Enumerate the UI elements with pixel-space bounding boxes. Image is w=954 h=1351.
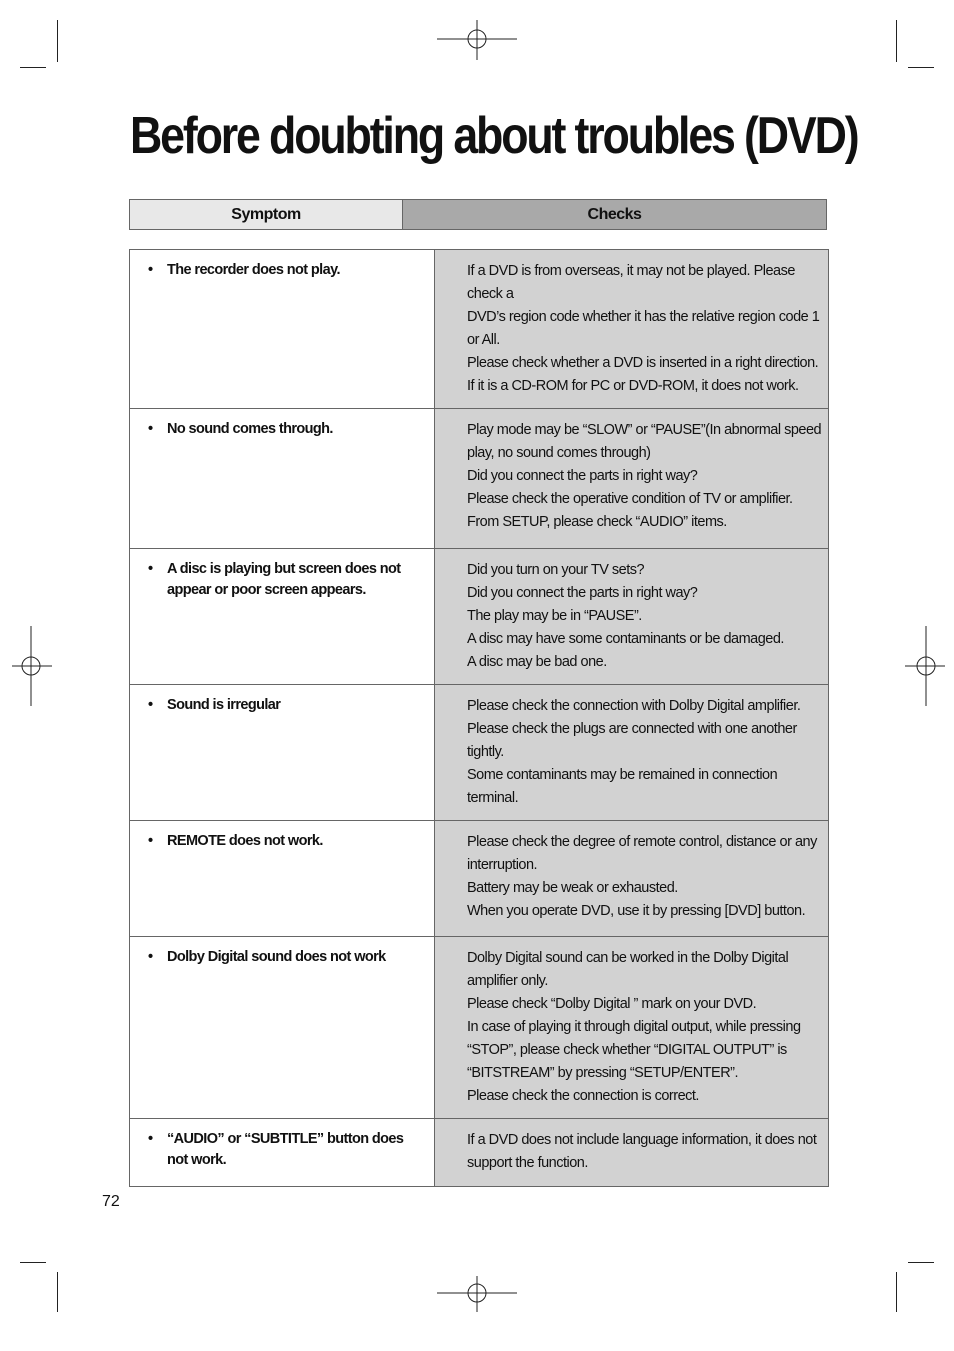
checks-cell — [435, 1119, 829, 1187]
check-line: When you operate DVD, use it by pressing [DVD] button. — [467, 903, 806, 919]
table-row — [130, 821, 829, 937]
check-line: Please check “Dolby Digital ” mark on your DVD. — [467, 996, 757, 1012]
troubleshooting-table — [129, 249, 829, 1187]
checks-cell — [435, 549, 829, 685]
symptom-cell — [130, 821, 435, 937]
registration-mark-icon — [12, 626, 52, 706]
page-number: 72 — [102, 1193, 120, 1210]
crop-mark — [896, 1272, 897, 1312]
symptom-cell — [130, 1119, 435, 1187]
symptom-cell — [130, 549, 435, 685]
table-row — [130, 409, 829, 549]
check-line: support the function. — [467, 1155, 588, 1171]
check-line: If it is a CD-ROM for PC or DVD-ROM, it does not work. — [467, 378, 799, 394]
symptom-text: The recorder does not play. — [167, 262, 340, 278]
checks-cell — [435, 685, 829, 821]
registration-mark-icon — [437, 20, 517, 60]
check-line: “STOP”, please check whether “DIGITAL OUTPUT” is — [467, 1042, 787, 1058]
check-line: If a DVD is from overseas, it may not be played. Please check a — [467, 263, 795, 302]
check-line: “BITSTREAM” by pressing “SETUP/ENTER”. — [467, 1065, 739, 1081]
symptom-text: Sound is irregular — [167, 697, 281, 713]
bullet-icon: • — [148, 949, 153, 965]
bullet-icon: • — [148, 697, 153, 713]
check-line: interruption. — [467, 857, 538, 873]
check-line: The play may be in “PAUSE”. — [467, 608, 642, 624]
check-line: Please check the connection is correct. — [467, 1088, 699, 1104]
crop-mark — [57, 20, 58, 62]
bullet-icon: • — [148, 561, 153, 577]
table-row — [130, 549, 829, 685]
checks-cell — [435, 937, 829, 1119]
check-line: Please check the connection with Dolby Digital amplifier. — [467, 698, 801, 714]
check-line: Please check the operative condition of TV or amplifier. — [467, 491, 793, 507]
symptom-text: “AUDIO” or “SUBTITLE” button does not work. — [167, 1131, 404, 1168]
table-header — [129, 199, 827, 230]
bullet-icon: • — [148, 421, 153, 437]
symptom-text: Dolby Digital sound does not work — [167, 949, 386, 965]
crop-mark — [20, 1262, 46, 1263]
table-row — [130, 1119, 829, 1187]
check-line: Please check whether a DVD is inserted in a right direction. — [467, 355, 819, 371]
bullet-icon: • — [148, 1131, 153, 1147]
check-line: play, no sound comes through) — [467, 445, 651, 461]
registration-mark-icon — [905, 626, 945, 706]
symptom-cell — [130, 937, 435, 1119]
crop-mark — [20, 67, 46, 68]
symptom-cell — [130, 250, 435, 409]
checks-cell — [435, 409, 829, 549]
checks-cell — [435, 821, 829, 937]
check-line: Play mode may be “SLOW” or “PAUSE”(In abnormal speed — [467, 422, 822, 438]
crop-mark — [57, 1272, 58, 1312]
check-line: A disc may have some contaminants or be damaged. — [467, 631, 784, 647]
symptom-text: A disc is playing but screen does not appear or poor screen appears. — [167, 561, 401, 598]
bullet-icon: • — [148, 262, 153, 278]
symptom-cell — [130, 409, 435, 549]
check-line: In case of playing it through digital output, while pressing — [467, 1019, 801, 1035]
symptom-text: No sound comes through. — [167, 421, 333, 437]
registration-mark-icon — [437, 1276, 517, 1316]
checks-column-header: Checks — [403, 200, 826, 229]
check-line: amplifier only. — [467, 973, 548, 989]
check-line: DVD’s region code whether it has the relative region code 1 or All. — [467, 309, 820, 348]
check-line: Did you connect the parts in right way? — [467, 585, 698, 601]
check-line: Please check the degree of remote control, distance or any — [467, 834, 817, 850]
check-line: From SETUP, please check “AUDIO” items. — [467, 514, 727, 530]
check-line: Battery may be weak or exhausted. — [467, 880, 678, 896]
symptom-cell — [130, 685, 435, 821]
check-line: Some contaminants may be remained in connection terminal. — [467, 767, 778, 806]
check-line: A disc may be bad one. — [467, 654, 607, 670]
crop-mark — [908, 67, 934, 68]
check-line: If a DVD does not include language information, it does not — [467, 1132, 817, 1148]
table-row — [130, 937, 829, 1119]
bullet-icon: • — [148, 833, 153, 849]
check-line: Dolby Digital sound can be worked in the Dolby Digital — [467, 950, 789, 966]
symptom-text: REMOTE does not work. — [167, 833, 323, 849]
check-line: Please check the plugs are connected with one another tightly. — [467, 721, 797, 760]
crop-mark — [896, 20, 897, 62]
checks-cell — [435, 250, 829, 409]
table-row — [130, 250, 829, 409]
table-row — [130, 685, 829, 821]
symptom-column-header: Symptom — [130, 200, 403, 229]
check-line: Did you connect the parts in right way? — [467, 468, 698, 484]
crop-mark — [908, 1262, 934, 1263]
page-title: Before doubting about troubles (DVD) — [130, 107, 858, 165]
check-line: Did you turn on your TV sets? — [467, 562, 645, 578]
